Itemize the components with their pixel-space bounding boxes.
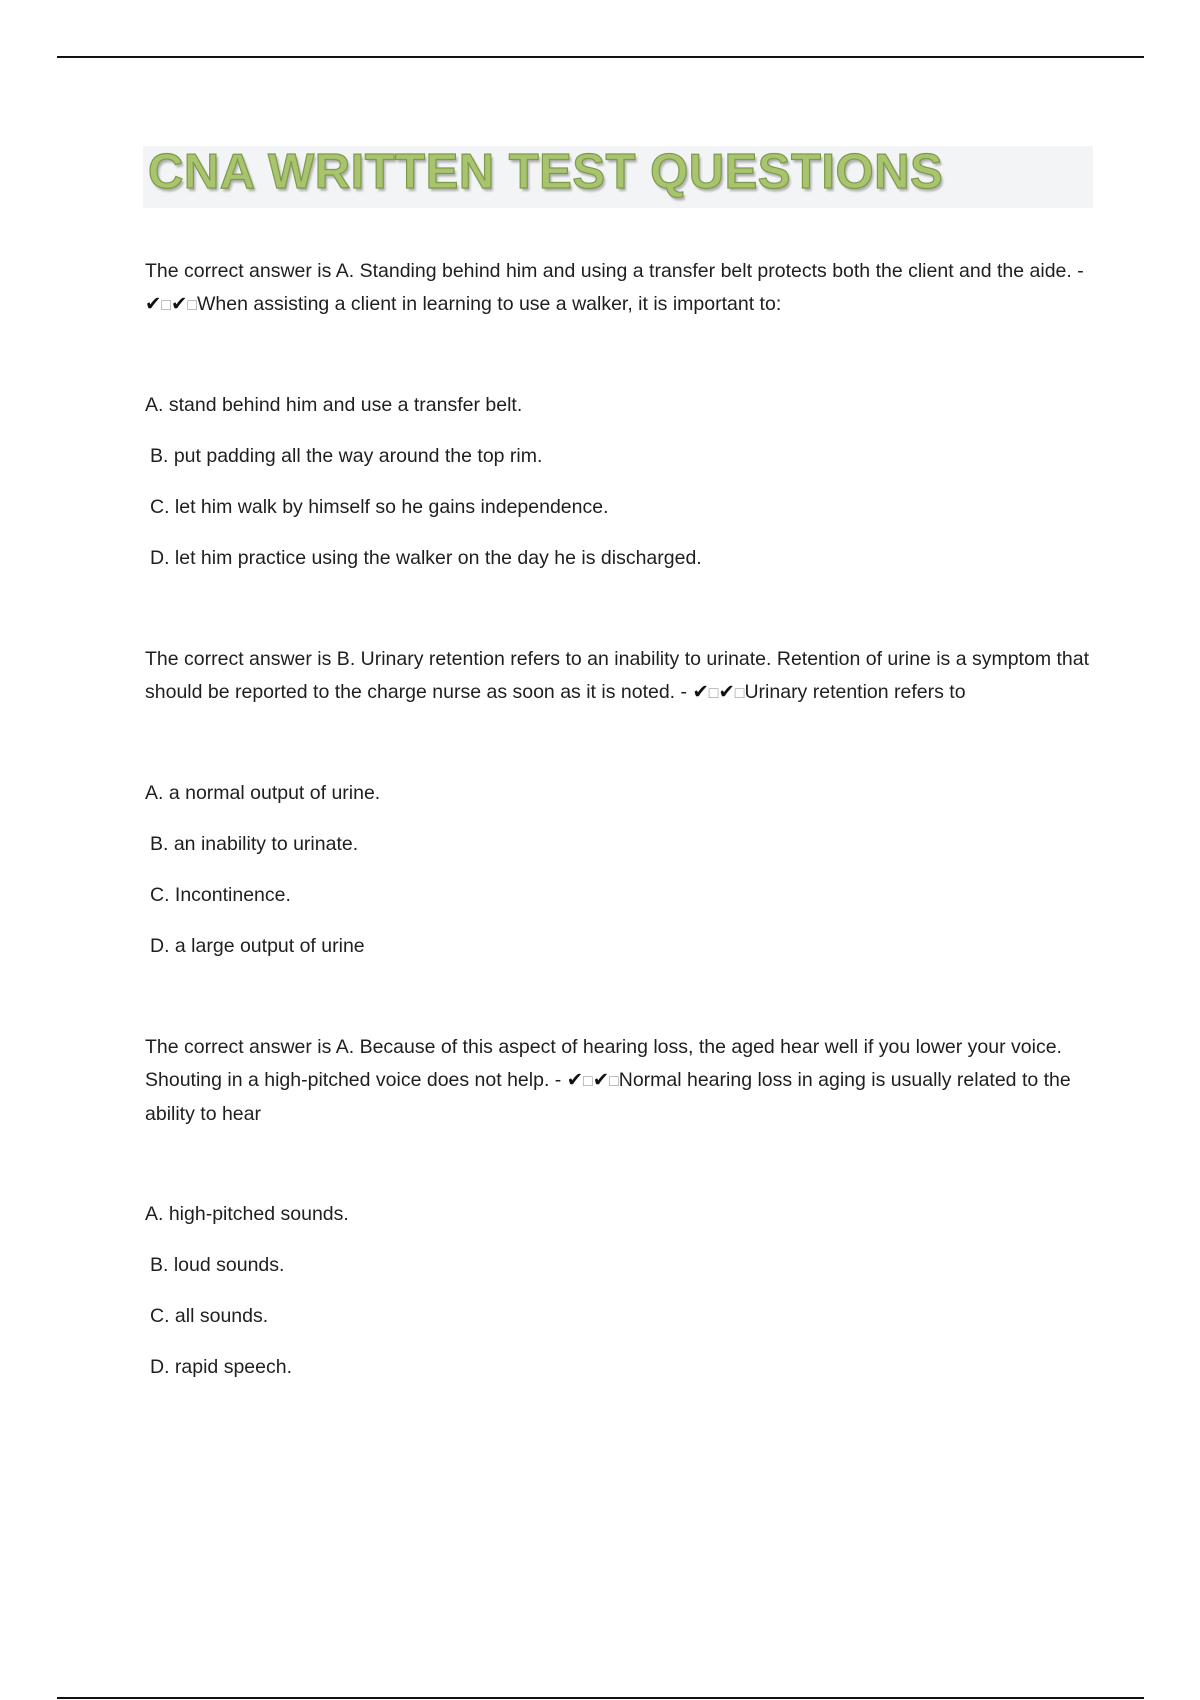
- check-icon: ✔: [592, 1069, 610, 1091]
- question-stem: [145, 1031, 1095, 1131]
- check-icon: ✔: [692, 681, 709, 703]
- answer-explanation: The correct answer is A. Because of this aspect of hearing loss, the aged hear well if you lower your voice. Shouting in a high-pitched voice does not help. -: [145, 1036, 1062, 1091]
- option-b: B. put padding all the way around the top rim.: [150, 445, 543, 467]
- document-title: CNA WRITTEN TEST QUESTIONS: [148, 145, 944, 199]
- check-icon: ✔: [718, 681, 735, 703]
- answer-explanation: The correct answer is A. Standing behind him and using a transfer belt protects both the client and the aide. -: [145, 260, 1084, 282]
- question-block-3: [145, 1031, 1095, 1384]
- box-icon: □: [187, 297, 198, 314]
- box-icon: □: [161, 297, 172, 314]
- option-a: A. stand behind him and use a transfer belt.: [145, 394, 523, 416]
- option-a: A. high-pitched sounds.: [145, 1203, 349, 1225]
- box-icon: □: [609, 1073, 619, 1090]
- check-icon: ✔: [566, 1069, 584, 1091]
- answer-explanation: The correct answer is B. Urinary retention refers to an inability to urinate. Retention of urine is a symptom that should be reported to the charge nurse as soon as it is noted. -: [145, 648, 1090, 703]
- answer-options: [145, 1198, 1095, 1384]
- option-c: C. Incontinence.: [150, 884, 291, 906]
- box-icon: □: [708, 685, 719, 702]
- option-d: D. let him practice using the walker on the day he is discharged.: [150, 547, 702, 569]
- option-d: D. a large output of urine: [150, 935, 365, 957]
- answer-options: [145, 777, 1095, 963]
- option-c: C. all sounds.: [150, 1305, 269, 1327]
- question-block-2: [145, 643, 1095, 963]
- option-d: D. rapid speech.: [150, 1356, 292, 1378]
- document-body: [145, 255, 1095, 1402]
- question-stem: [145, 255, 1095, 322]
- check-icon: ✔: [171, 293, 188, 315]
- option-b: B. loud sounds.: [150, 1254, 285, 1276]
- question-text: When assisting a client in learning to use a walker, it is important to:: [197, 293, 782, 315]
- box-icon: □: [583, 1073, 593, 1090]
- top-rule: [57, 56, 1144, 58]
- check-icon: ✔: [145, 293, 162, 315]
- option-b: B. an inability to urinate.: [150, 833, 359, 855]
- question-stem: [145, 643, 1095, 710]
- question-text: Urinary retention refers to: [744, 681, 966, 703]
- question-block-1: [145, 255, 1095, 575]
- box-icon: □: [734, 685, 745, 702]
- option-c: C. let him walk by himself so he gains independence.: [150, 496, 609, 518]
- answer-options: [145, 389, 1095, 575]
- question-text: Normal hearing loss in aging is usually related to the ability to hear: [145, 1069, 1071, 1125]
- bottom-rule: [57, 1697, 1144, 1699]
- option-a: A. a normal output of urine.: [145, 782, 381, 804]
